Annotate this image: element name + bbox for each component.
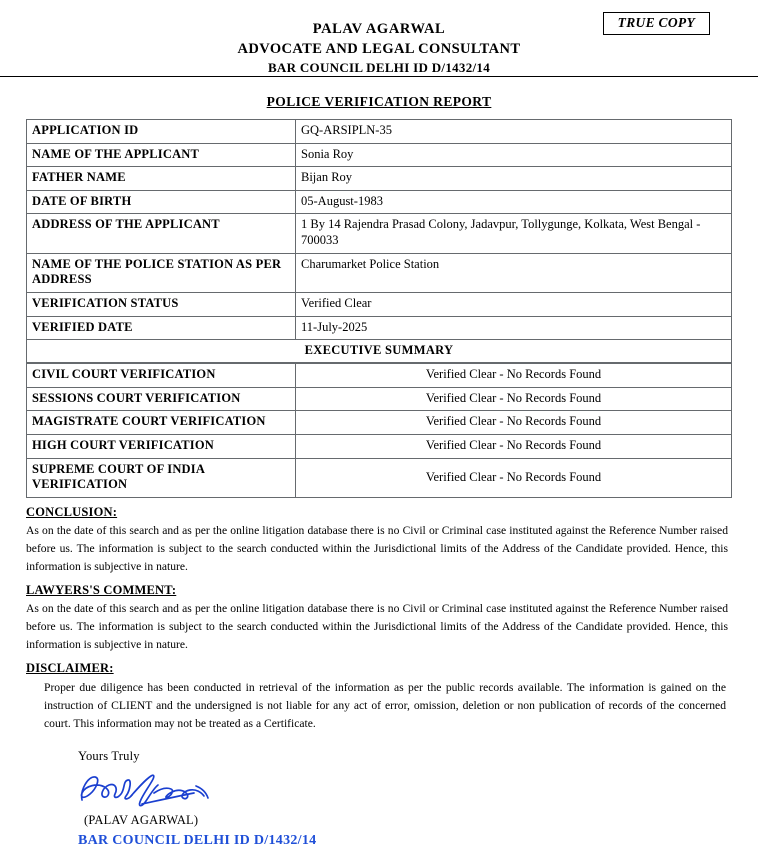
row-value: 1 By 14 Rajendra Prasad Colony, Jadavpur, Tollygunge, Kolkata, West Bengal - 700033	[296, 214, 732, 253]
row-result: Verified Clear - No Records Found	[296, 411, 732, 435]
row-label: HIGH COURT VERIFICATION	[27, 435, 296, 459]
conclusion-text: As on the date of this search and as per the online litigation database there is no Civil or Criminal case instituted against the Reference Number raised before us. The information is subject to the search conducted within the Jurisdictional limits of the Address of the Candidate provided. Hence, this information is subjective in nature.	[26, 523, 728, 573]
row-result: Verified Clear - No Records Found	[296, 387, 732, 411]
row-label: VERIFICATION STATUS	[27, 292, 296, 316]
row-value: 05-August-1983	[296, 190, 732, 214]
handwritten-signature-icon	[68, 766, 218, 812]
row-label: DATE OF BIRTH	[27, 190, 296, 214]
table-row	[27, 214, 732, 253]
table-row	[27, 167, 732, 191]
row-value: Sonia Roy	[296, 143, 732, 167]
table-row	[27, 316, 732, 340]
conclusion-section	[26, 505, 732, 576]
true-copy-stamp: TRUE COPY	[603, 12, 710, 35]
disclaimer-section	[26, 661, 732, 733]
header-divider	[0, 76, 758, 77]
conclusion-title: CONCLUSION:	[26, 504, 118, 519]
row-label: NAME OF THE POLICE STATION AS PER ADDRESS	[27, 253, 296, 292]
row-value: Verified Clear	[296, 292, 732, 316]
lawyers-comment-text: As on the date of this search and as per the online litigation database there is no Civil or Criminal case instituted against the Reference Number raised before us. The information is subject to the search conducted within the Jurisdictional limits of the Address of the Candidate provided. Hence, this information is subjective in nature.	[26, 601, 728, 651]
row-label: VERIFIED DATE	[27, 316, 296, 340]
row-value: Bijan Roy	[296, 167, 732, 191]
page-title: POLICE VERIFICATION REPORT	[266, 93, 492, 109]
signature-block	[26, 749, 732, 849]
row-label: ADDRESS OF THE APPLICANT	[27, 214, 296, 253]
bar-council-id: BAR COUNCIL DELHI ID D/1432/14	[267, 60, 491, 76]
executive-summary-body	[27, 364, 732, 498]
table-row	[27, 435, 732, 459]
row-label: FATHER NAME	[27, 167, 296, 191]
footer-bar-council-id: BAR COUNCIL DELHI ID D/1432/14	[78, 832, 317, 848]
table-row	[27, 253, 732, 292]
table-row	[27, 364, 732, 388]
applicant-details-table	[26, 119, 732, 340]
table-row	[27, 143, 732, 167]
row-label: MAGISTRATE COURT VERIFICATION	[27, 411, 296, 435]
executive-summary-heading: EXECUTIVE SUMMARY	[26, 340, 732, 363]
table-row	[27, 458, 732, 497]
table-row	[27, 411, 732, 435]
row-label: APPLICATION ID	[27, 119, 296, 143]
lawyers-comment-section	[26, 583, 732, 654]
table-row	[27, 190, 732, 214]
yours-truly-label: Yours Truly	[78, 748, 140, 763]
row-label: SESSIONS COURT VERIFICATION	[27, 387, 296, 411]
applicant-details-body	[27, 119, 732, 339]
disclaimer-text: Proper due diligence has been conducted in retrieval of the information as per the public records available. The information is gained on the instruction of CLIENT and the undersigned is not liable for any act of error, omission, deletion or non publication of records of the concerned court. This information may not be treated as a Certificate.	[44, 680, 726, 730]
advocate-name: PALAV AGARWAL	[312, 21, 446, 37]
row-result: Verified Clear - No Records Found	[296, 364, 732, 388]
lawyers-comment-title: LAWYERS'S COMMENT:	[26, 582, 177, 597]
advocate-role: ADVOCATE AND LEGAL CONSULTANT	[237, 40, 521, 57]
row-label: SUPREME COURT OF INDIA VERIFICATION	[27, 458, 296, 497]
row-value: 11-July-2025	[296, 316, 732, 340]
row-value: Charumarket Police Station	[296, 253, 732, 292]
row-label: NAME OF THE APPLICANT	[27, 143, 296, 167]
row-value: GQ-ARSIPLN-35	[296, 119, 732, 143]
table-row	[27, 119, 732, 143]
row-label: CIVIL COURT VERIFICATION	[27, 364, 296, 388]
table-row	[27, 387, 732, 411]
table-row	[27, 292, 732, 316]
disclaimer-title: DISCLAIMER:	[26, 660, 114, 675]
row-result: Verified Clear - No Records Found	[296, 458, 732, 497]
row-result: Verified Clear - No Records Found	[296, 435, 732, 459]
executive-summary-table	[26, 363, 732, 498]
signed-name: (PALAV AGARWAL)	[84, 812, 199, 827]
